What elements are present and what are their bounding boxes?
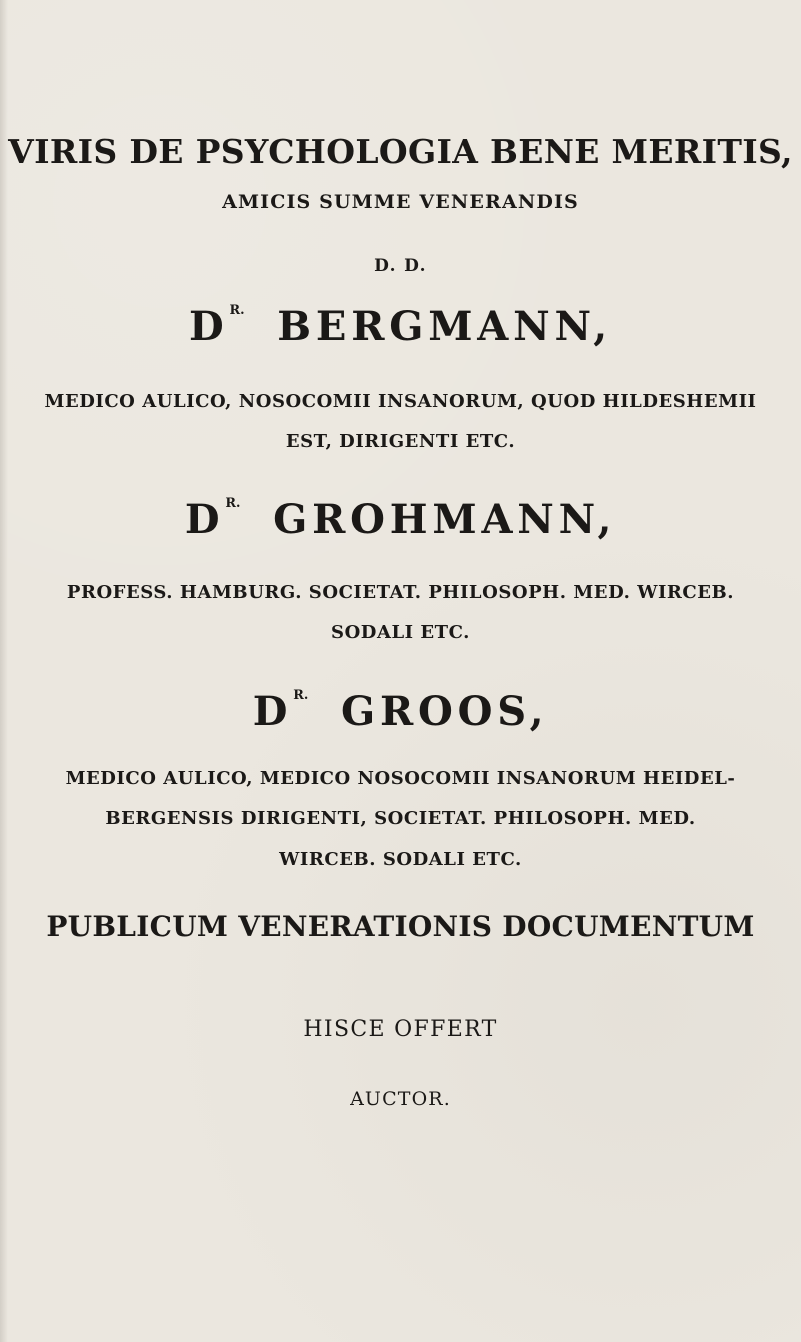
document-initials: D. D. <box>374 256 427 276</box>
honoree-name-grohmann <box>0 495 801 543</box>
honoree-surname: GROOS, <box>341 688 549 735</box>
honoree-description-line: PROFESS. HAMBURG. SOCIETAT. PHILOSOPH. MED. WIRCEB. <box>66 582 735 603</box>
honoree-description-line: WIRCEB. SODALI ETC. <box>279 849 522 870</box>
honoree-description-line: SODALI ETC. <box>331 622 470 643</box>
honoree-surname: GROHMANN, <box>273 496 617 543</box>
honoree-prefix-suffix: R. <box>293 687 309 703</box>
author-line: AUCTOR. <box>350 1088 451 1110</box>
honoree-prefix-suffix: R. <box>229 302 245 318</box>
honoree-description-line: MEDICO AULICO, NOSOCOMII INSANORUM, QUOD HILDESHEMII <box>44 391 757 412</box>
honoree-prefix: $D^{R.}$ <box>184 495 241 543</box>
honoree-name-groos <box>0 687 801 735</box>
offer-line: HISCE OFFERT <box>303 1017 498 1042</box>
document-title: VIRIS DE PSYCHOLOGIA BENE MERITIS, <box>8 132 793 171</box>
honoree-prefix: $D^{R.}$ <box>188 302 245 350</box>
honoree-surname: BERGMANN, <box>277 303 613 350</box>
honoree-description-line: BERGENSIS DIRIGENTI, SOCIETAT. PHILOSOPH. MED. <box>105 808 696 829</box>
dedication-line: PUBLICUM VENERATIONIS DOCUMENTUM <box>46 910 755 943</box>
honoree-name-bergmann <box>0 302 801 350</box>
document-subtitle: AMICIS SUMME VENERANDIS <box>222 191 579 213</box>
honoree-prefix: $D^{R.}$ <box>252 687 309 735</box>
honoree-description-line: MEDICO AULICO, MEDICO NOSOCOMII INSANORUM HEIDEL- <box>65 768 736 789</box>
honoree-prefix-suffix: R. <box>225 495 241 511</box>
honoree-description-line: EST, DIRIGENTI ETC. <box>285 431 516 452</box>
